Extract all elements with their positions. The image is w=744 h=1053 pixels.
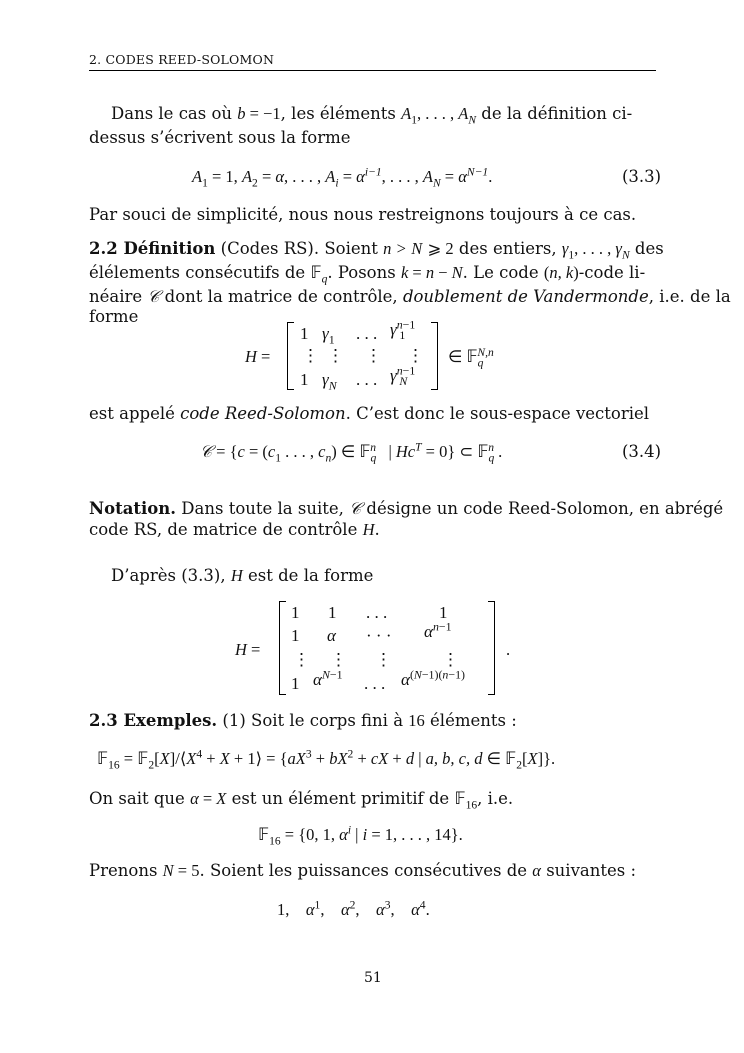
definition-line2: élélements consécutifs de 𝔽$_q$. Posons k = n − N. Le code (n, k)-code li- <box>89 263 646 286</box>
matrix2-cell: ⋮ <box>330 650 347 669</box>
matrix2-cell: 1 <box>291 603 300 622</box>
matrix1-cell: . . . <box>356 370 378 389</box>
matrix1-right-bracket <box>431 322 438 390</box>
matrix2-cell: . . . <box>366 603 388 622</box>
para3: est appelé code Reed-Solomon. C’est donc le sous-espace vectoriel <box>89 404 650 423</box>
matrix2-right-bracket <box>488 601 495 695</box>
notation-line1: Notation. Dans toute la suite, 𝒞 désigne un code Reed-Solomon, en abrégé <box>89 499 724 518</box>
equation-3-4: 𝒞 = {$c = (c_1$ . . . , $c_n$) ∈ 𝔽$_q^n$ | $Hc^T = 0$} ⊂ 𝔽$_q^n$ . <box>200 441 503 465</box>
definition-line4: forme <box>89 307 139 326</box>
matrix1-lhs: H = <box>245 347 271 366</box>
matrix1-left-bracket <box>287 322 294 390</box>
matrix1-cell: ⋮ <box>365 346 382 365</box>
para2: Par souci de simplicité, nous nous restreignons toujours à ce cas. <box>89 205 637 224</box>
matrix2-cell: $\alpha^{N-1}$ <box>313 667 343 689</box>
matrix2-cell: ⋮ <box>375 650 392 669</box>
examples-line2: On sait que α = X est un élément primitif de 𝔽$_{16}$, i.e. <box>89 789 514 812</box>
matrix1-cell: . . . <box>356 324 378 343</box>
matrix2-cell: 1 <box>439 603 448 622</box>
matrix2-cell: ⋮ <box>442 650 459 669</box>
equation-3-3: $A_1 = 1$, $A_2 = \alpha$, . . . , $A_i = \alpha^{i-1}$, . . . , $A_N = \alpha^{N-1}$. <box>192 166 493 190</box>
matrix1-cell: ⋮ <box>407 346 424 365</box>
matrix1-cell: $\gamma^{n-1}_N$ <box>390 363 416 389</box>
header-rule <box>89 70 656 71</box>
matrix2-lhs: H = <box>235 640 261 659</box>
examples-line3: Prenons N = 5. Soient les puissances consécutives de α suivantes : <box>89 861 637 880</box>
matrix2-cell: $\alpha^{n-1}$ <box>424 619 452 641</box>
definition-line1: 2.2 Définition (Codes RS). Soient n > N ⩾ 2 des entiers, $\gamma_1$, . . . , $\gamma_N$ des <box>89 239 664 262</box>
matrix2-cell: $\alpha^{(N-1)(n-1)}$ <box>401 667 465 689</box>
matrix1-rhs: ∈ 𝔽$_q^{N,n}$ <box>448 346 494 370</box>
equation-number-3-3: (3.3) <box>622 167 662 186</box>
matrix2-cell: α <box>327 626 336 645</box>
matrix1-cell: 1 <box>300 370 309 389</box>
para1-line2: dessus s’écrivent sous la forme <box>89 128 351 147</box>
matrix1-cell: ⋮ <box>302 346 319 365</box>
matrix2-cell: 1 <box>291 626 300 645</box>
consecutive-powers: 1, $\alpha^1$, $\alpha^2$, $\alpha^3$, $\alpha^4$. <box>277 899 430 919</box>
matrix2-left-bracket <box>279 601 286 695</box>
field-f16-equation: 𝔽$_{16}$ = $𝔽_2[X]/⟨X^4 + X$ + 1⟩ = {$aX^3 + bX^2$ + cX + d | a, b, c, d ∈ 𝔽$_2$[X]}. <box>97 748 556 772</box>
examples-line1: 2.3 Exemples. (1) Soit le corps fini à 16 éléments : <box>89 711 517 730</box>
equation-number-3-4: (3.4) <box>622 442 662 461</box>
matrix1-cell: 1 <box>300 324 309 343</box>
matrix2-cell: 1 <box>291 674 300 693</box>
para1-line1: Dans le cas où b = −1, les éléments $A_1$, . . . , $A_N$ de la définition ci- <box>111 104 633 127</box>
matrix2-cell: . . . <box>364 674 386 693</box>
matrix1-cell: $\gamma^{n-1}_1$ <box>390 317 416 343</box>
matrix1-cell: $\gamma_N$ <box>322 370 337 393</box>
para4: D’après (3.3), H est de la forme <box>111 566 374 585</box>
matrix2-cell: 1 <box>328 603 337 622</box>
matrix1-cell: ⋮ <box>327 346 344 365</box>
matrix1-cell: $\gamma_1$ <box>322 324 335 347</box>
field-f16-powers: 𝔽$_{16}$ = {0, 1, $\alpha^i$ | i = 1, . . . , 14}. <box>258 824 463 848</box>
running-header: 2. CODES REED-SOLOMON <box>89 52 275 67</box>
matrix2-rhs: . <box>506 640 511 659</box>
matrix2-cell: ⋮ <box>293 650 310 669</box>
page-number: 51 <box>364 970 382 986</box>
notation-line2: code RS, de matrice de contrôle H. <box>89 520 380 539</box>
definition-line3: néaire 𝒞 dont la matrice de contrôle, doublement de Vandermonde, i.e. de la <box>89 287 731 306</box>
matrix2-cell: · · · <box>366 626 392 645</box>
